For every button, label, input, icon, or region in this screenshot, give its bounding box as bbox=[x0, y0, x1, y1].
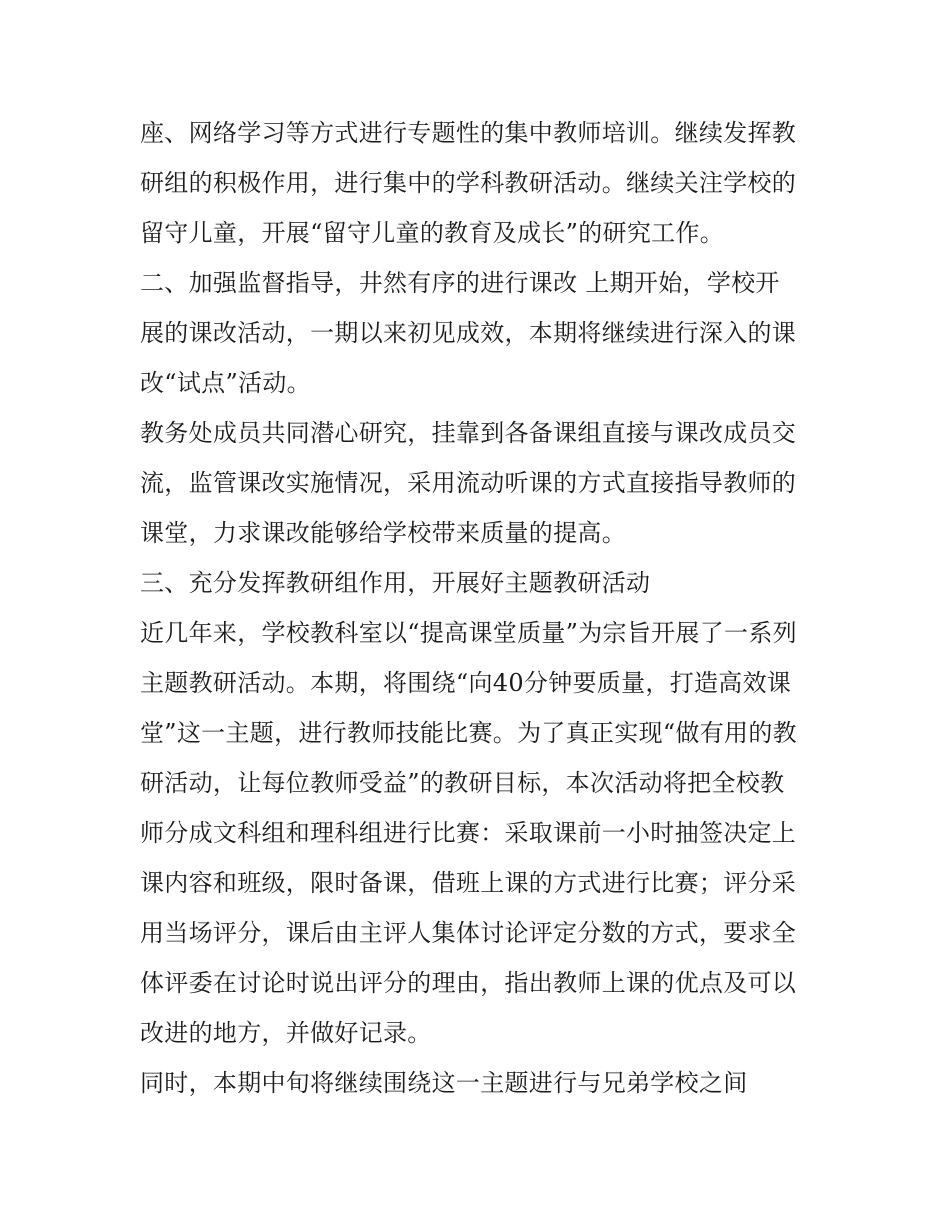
text-line: 研活动，让每位教师受益”的教研目标，本次活动将把全校教 bbox=[140, 769, 785, 797]
section-heading-2: 二、加强监督指导，井然有序的进行课改 上期开始，学校开 bbox=[140, 269, 780, 297]
text-line: 留守儿童，开展“留守儿童的教育及成长”的研究工作。 bbox=[140, 219, 725, 247]
text-line: 课内容和班级，限时备课，借班上课的方式进行比赛；评分采 bbox=[140, 869, 797, 897]
text-line: 主题教研活动。本期，将围绕“向40分钟要质量，打造高效课 bbox=[140, 669, 792, 697]
text-line: 师分成文科组和理科组进行比赛：采取课前一小时抽签决定上 bbox=[140, 819, 797, 847]
text-line: 研组的积极作用，进行集中的学科教研活动。继续关注学校的 bbox=[140, 169, 797, 197]
section-heading-3: 三、充分发挥教研组作用，开展好主题教研活动 bbox=[140, 569, 651, 597]
text-line: 改“试点”活动。 bbox=[140, 369, 311, 397]
text-line: 座、网络学习等方式进行专题性的集中教师培训。继续发挥教 bbox=[140, 119, 797, 147]
text-line: 流，监管课改实施情况，采用流动听课的方式直接指导教师的 bbox=[140, 469, 797, 497]
text-line: 同时，本期中旬将继续围绕这一主题进行与兄弟学校之间 bbox=[140, 1069, 748, 1097]
text-line: 近几年来，学校教科室以“提高课堂质量”为宗旨开展了一系列 bbox=[140, 619, 797, 647]
text-line: 用当场评分，课后由主评人集体讨论评定分数的方式，要求全 bbox=[140, 919, 797, 947]
text-line: 课堂，力求课改能够给学校带来质量的提高。 bbox=[140, 519, 626, 547]
text-line: 改进的地方，并做好记录。 bbox=[140, 1019, 432, 1047]
text-line: 体评委在讨论时说出评分的理由，指出教师上课的优点及可以 bbox=[140, 969, 797, 997]
text-line: 教务处成员共同潜心研究，挂靠到各备课组直接与课改成员交 bbox=[140, 419, 797, 447]
document-body bbox=[140, 108, 820, 1108]
text-line: 堂”这一主题，进行教师技能比赛。为了真正实现“做有用的教 bbox=[140, 719, 797, 747]
text-line: 展的课改活动，一期以来初见成效，本期将继续进行深入的课 bbox=[140, 319, 797, 347]
